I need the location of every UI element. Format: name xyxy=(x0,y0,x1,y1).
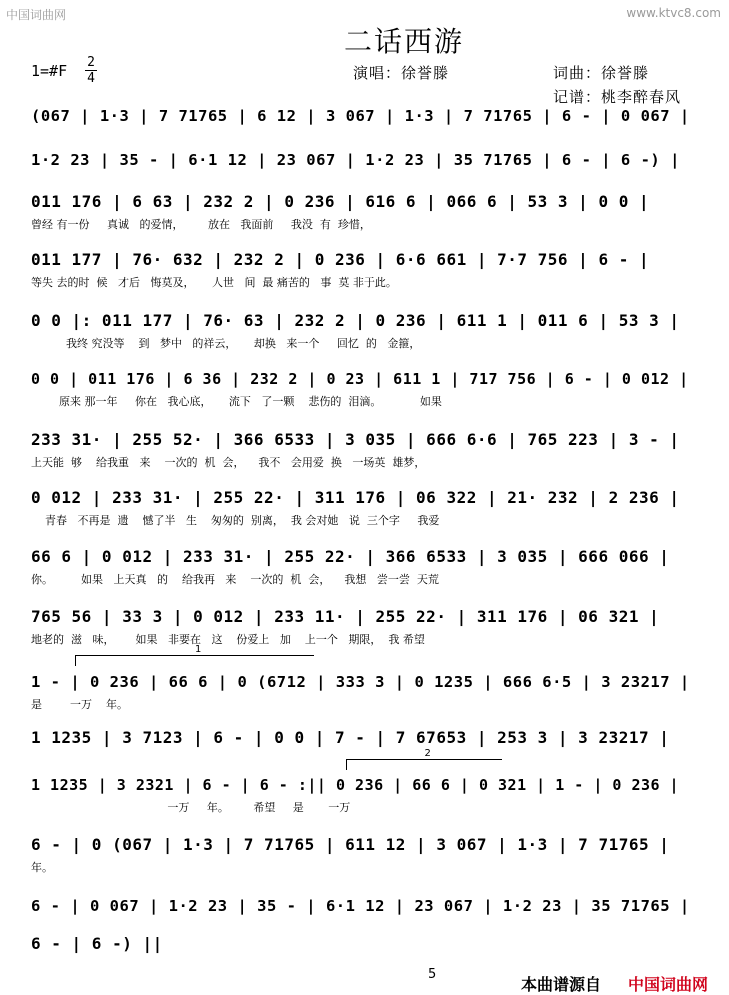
notes-line: (067 | 1·3 | 7 71765 | 6 12 | 3 067 | 1·3 | 7 71765 | 6 - | 0 067 | xyxy=(31,107,690,125)
volta-first-ending xyxy=(75,644,314,666)
score-row xyxy=(31,488,695,532)
page-number: 5 xyxy=(428,967,437,982)
lyrics-line: 是 一万 年。 xyxy=(31,698,128,711)
score-row xyxy=(31,672,695,716)
lyrics-line: 上天能 够 给我重 来 一次的 机 会， 我不 会用爱 换 一场英 雄梦， xyxy=(31,456,426,469)
watermark-left: 中国词曲网 xyxy=(6,8,67,22)
notes-line: 6 - | 0 (067 | 1·3 | 7 71765 | 611 12 | 3 067 | 1·3 | 7 71765 | xyxy=(31,835,670,854)
score-row xyxy=(31,547,695,591)
volta-first-number: 1 xyxy=(195,644,202,655)
key-signature: 1=#F xyxy=(31,62,68,80)
song-title: 二话西游 xyxy=(344,25,465,58)
score-row xyxy=(31,250,695,294)
score-row xyxy=(31,369,695,413)
notes-line: 6 - | 6 -) || xyxy=(31,934,163,953)
volta-second-ending xyxy=(346,748,502,770)
notes-line: 011 177 | 76· 632 | 232 2 | 0 236 | 6·6 661 | 7·7 756 | 6 - | xyxy=(31,250,650,269)
notes-line: 0 0 | 011 176 | 6 36 | 232 2 | 0 23 | 611 1 | 717 756 | 6 - | 0 012 | xyxy=(31,370,689,388)
notes-line: 1 1235 | 3 7123 | 6 - | 0 0 | 7 - | 7 67653 | 253 3 | 3 23217 | xyxy=(31,728,670,747)
lyrics-line: 等失 去的时 候 才后 悔莫及， 人世 间 最 痛苦的 事 莫 非于此。 xyxy=(31,276,397,289)
transcriber-credit: 记谱：桃李醉春风 xyxy=(553,88,682,106)
time-denominator: 4 xyxy=(87,71,95,86)
notes-line: 6 - | 0 067 | 1·2 23 | 35 - | 6·1 12 | 23 067 | 1·2 23 | 35 71765 | xyxy=(31,897,690,915)
score-row xyxy=(31,150,695,194)
lyrics-line: 一万 年。 希望 是 一万 xyxy=(31,801,351,814)
lyrics-line: 曾经 有一份 真诚 的爱情， 放在 我面前 我没 有 珍惜， xyxy=(31,218,371,231)
score-row xyxy=(31,607,695,651)
notes-line: 765 56 | 33 3 | 0 012 | 233 11· | 255 22· | 311 176 | 06 321 | xyxy=(31,607,660,626)
source-label: 本曲谱源自 xyxy=(521,975,602,994)
score-row xyxy=(31,192,695,236)
lyrics-line: 地老的 滋 味， 如果 非要在 这 份爱上 加 上一个 期限， 我 希望 xyxy=(31,633,425,646)
score-row xyxy=(31,311,695,355)
watermark-right: www.ktvc8.com xyxy=(626,6,721,20)
time-signature xyxy=(85,56,97,85)
score-row xyxy=(31,775,695,819)
lyrics-line: 青春 不再是 遗 憾了半 生 匆匆的 别离， 我 会对她 说 三个字 我爱 xyxy=(31,514,440,527)
lyrics-line: 我终 究没等 到 梦中 的祥云， 却换 来一个 回忆 的 金箍， xyxy=(31,337,421,350)
composer-credit: 词曲：徐誉滕 xyxy=(553,64,650,82)
notes-line: 1·2 23 | 35 - | 6·1 12 | 23 067 | 1·2 23 | 35 71765 | 6 - | 6 -) | xyxy=(31,151,680,169)
site-name: 中国词曲网 xyxy=(628,975,709,994)
score-row xyxy=(31,106,695,150)
notes-line: 0 012 | 233 31· | 255 22· | 311 176 | 06 322 | 21· 232 | 2 236 | xyxy=(31,488,680,507)
notes-line: 1 1235 | 3 2321 | 6 - | 6 - :|| 0 236 | 66 6 | 0 321 | 1 - | 0 236 | xyxy=(31,776,680,794)
lyrics-line: 原来 那一年 你在 我心底， 流下 了一颗 悲伤的 泪滴。 如果 xyxy=(31,395,442,408)
singer-credit: 演唱：徐誉滕 xyxy=(353,64,450,82)
notes-line: 1 - | 0 236 | 66 6 | 0 (6712 | 333 3 | 0 1235 | 666 6·5 | 3 23217 | xyxy=(31,673,690,691)
lyrics-line: 你。 如果 上天真 的 给我再 来 一次的 机 会， 我想 尝一尝 天荒 xyxy=(31,573,439,586)
notes-line: 011 176 | 6 63 | 232 2 | 0 236 | 616 6 | 066 6 | 53 3 | 0 0 | xyxy=(31,192,650,211)
notes-line: 0 0 |: 011 177 | 76· 63 | 232 2 | 0 236 | 611 1 | 011 6 | 53 3 | xyxy=(31,311,680,330)
volta-second-number: 2 xyxy=(424,748,431,759)
notes-line: 233 31· | 255 52· | 366 6533 | 3 035 | 666 6·6 | 765 223 | 3 - | xyxy=(31,430,680,449)
score-row xyxy=(31,430,695,474)
lyrics-line: 年。 xyxy=(31,861,53,874)
time-numerator: 2 xyxy=(87,55,95,70)
notes-line: 66 6 | 0 012 | 233 31· | 255 22· | 366 6533 | 3 035 | 666 066 | xyxy=(31,547,670,566)
score-row xyxy=(31,835,695,879)
